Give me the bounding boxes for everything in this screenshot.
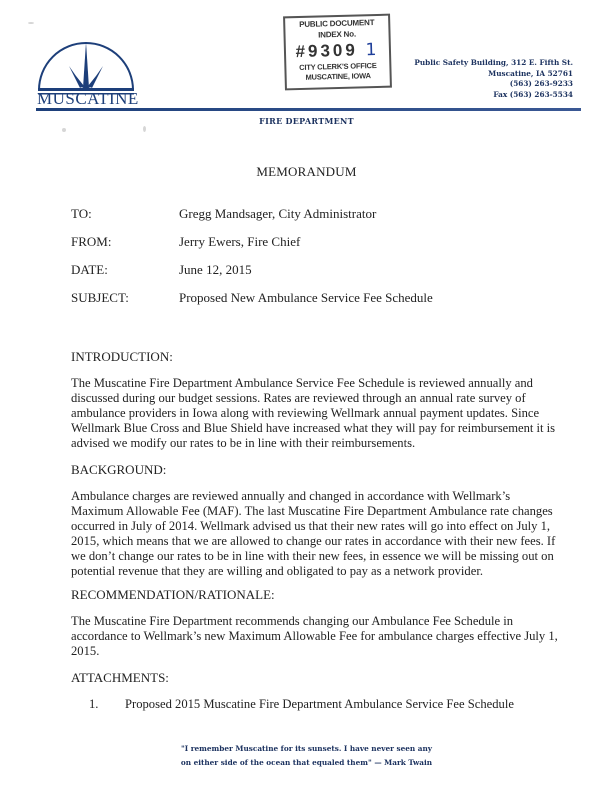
text-line: The Muscatine Fire Department recommends changing our Ambulance Fee Schedule in [71,614,514,628]
field-label: SUBJECT: [71,290,129,305]
text-line: Ambulance charges are reviewed annually and changed in accordance with Wellmark’s [71,489,511,503]
text-line: potential revenue that they are willing and obligated to pay as a network provider. [71,564,483,579]
field-value: Gregg Mandsager, City Administrator [179,206,377,221]
text-line: 2015. [71,644,100,659]
scan-artifact [28,22,34,24]
scan-artifact [143,126,146,132]
text-line: Maximum Allowable Fee (MAF). The last Muscatine Fire Department Ambulance rate changes [71,504,553,519]
recommendation-paragraph [71,614,558,659]
stamp-line-2: INDEX No. [318,29,357,40]
address-line: Muscatine, IA 52761 [488,68,573,78]
field-label: FROM: [71,234,112,249]
quote-line: "I remember Muscatine for its sunsets. I have never seen any [180,744,433,753]
phone-line: (563) 263-9233 [509,79,573,88]
header-divider [36,108,581,111]
stamp-line-3: CITY CLERK'S OFFICE [299,60,377,73]
field-label: DATE: [71,262,108,277]
text-line: The Muscatine Fire Department Ambulance Service Fee Schedule is reviewed annually and [71,376,533,390]
fax-line: Fax (563) 263-5534 [493,89,573,99]
address-line: Public Safety Building, 312 E. Fifth St. [414,58,573,67]
text-line: accordance to Wellmark’s new Maximum Allowable Fee for ambulance charges effective July 1, [71,629,558,644]
text-line: occurred in July of 2014. Wellmark advised us that their new rates will go into effect on July 1, [71,519,551,534]
field-label: TO: [71,206,92,221]
background-heading: BACKGROUND: [71,462,167,477]
text-line: 2015, which means that we are allowed to change our rates in accordance with their new fees. If [71,534,556,549]
introduction-paragraph [71,376,556,451]
quote-line: on either side of the ocean that equaled them" — Mark Twain [180,758,433,767]
field-value: Jerry Ewers, Fire Chief [179,234,301,249]
stamp-number-printed: #9309 [295,40,359,62]
address-block [414,58,573,100]
text-line: advised we modify our rates to be in line with their reimbursements. [71,436,416,451]
public-document-stamp [283,14,392,91]
introduction-heading: INTRODUCTION: [71,349,173,364]
attachments-heading: ATTACHMENTS: [71,670,169,685]
stamp-line-1: PUBLIC DOCUMENT [299,18,375,29]
text-line: ambulance providers in Iowa along with reviewing Wellmark annual payment updates. Since [71,406,540,421]
stamp-index-number [286,40,389,63]
text-line: we don’t change our rates to be in line with their new fees, in essence we will be missing out on [71,549,554,564]
stamp-line-4: MUSCATINE, IOWA [305,71,371,82]
attachment-number: 1. [89,697,99,711]
text-line: discussed during our budget sessions. Rates are reviewed through an annual rate survey of [71,391,526,406]
background-paragraph [71,489,556,580]
logo-wordmark: MUSCATINE [37,89,139,108]
field-value: June 12, 2015 [179,262,252,277]
footer-quote [0,742,613,770]
recommendation-heading: RECOMMENDATION/RATIONALE: [71,587,275,602]
stamp-number-handwritten: 1 [365,39,380,61]
scan-artifact [62,128,66,132]
field-value: Proposed New Ambulance Service Fee Schedule [179,290,433,305]
department-name: FIRE DEPARTMENT [259,116,354,126]
memo-title: MEMORANDUM [256,164,357,179]
text-line: Wellmark Blue Cross and Blue Shield have increased what they will pay for reimbursement it is [71,421,556,436]
attachment-title: Proposed 2015 Muscatine Fire Department Ambulance Service Fee Schedule [125,697,514,711]
